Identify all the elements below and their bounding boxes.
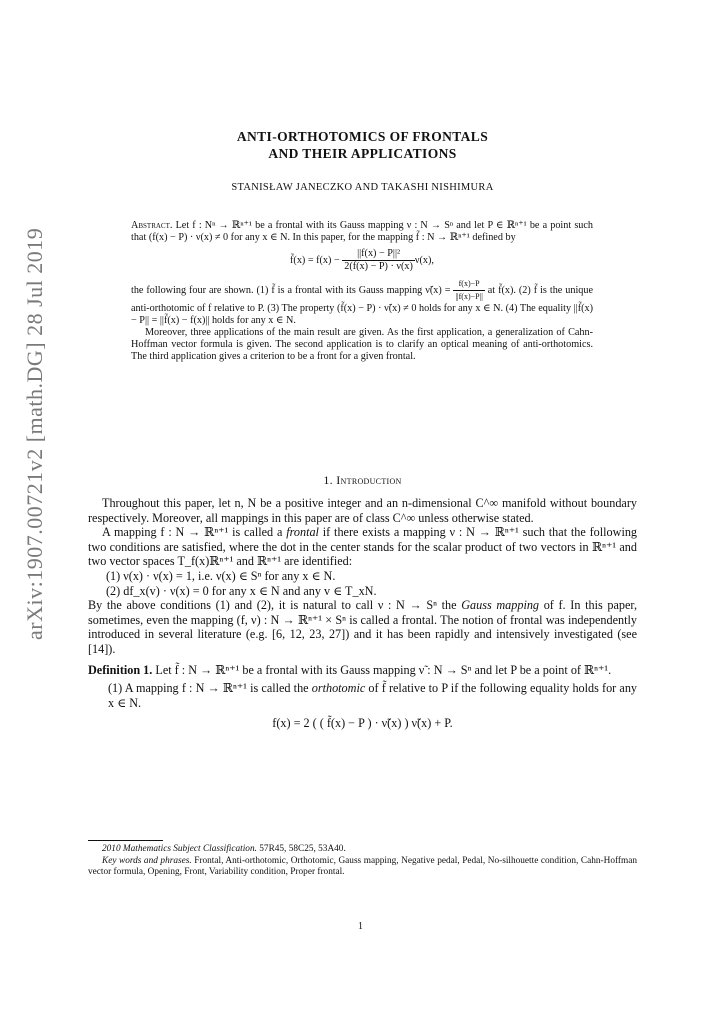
abstract-paragraph-3: Moreover, three applications of the main result are given. As the first application, a generalization of Cahn-Hoffman vector formula is given. The second application is to clarify an optical meaning of anti-orthotomics. The third application gives a criterion to be a front for a given frontal. <box>131 327 593 362</box>
section-heading: 1. Introduction <box>323 473 402 487</box>
body-text <box>88 496 637 735</box>
abstract-label: Abstract. <box>131 220 173 231</box>
orthotomic-equation: f(x) = 2 ( ( f̃(x) − P ) · ν̃(x) ) ν̃(x) + P. <box>272 716 453 731</box>
footnote <box>88 844 637 879</box>
title-line-1: ANTI-ORTHOTOMICS OF FRONTALS <box>236 129 489 144</box>
condition-2: (2) df_x(v) · ν(x) = 0 for any x ∈ N and any v ∈ T_xN. <box>106 583 377 598</box>
title-line-2: AND THEIR APPLICATIONS <box>268 146 457 161</box>
body-paragraph-2: A mapping f : N → ℝⁿ⁺¹ is called a frontal if there exists a mapping ν : N → ℝⁿ⁺¹ such that the following two conditions are satisfied, where the dot in the center stands for the scalar product of two vectors in ℝⁿ⁺¹ and two vector spaces T_f(x)ℝⁿ⁺¹ and ℝⁿ⁺¹ are identified: <box>88 525 638 569</box>
condition-1: (1) ν(x) · ν(x) = 1, i.e. ν(x) ∈ Sⁿ for any x ∈ N. <box>106 568 336 583</box>
arxiv-stamp: arXiv:1907.00721v2 [math.DG] 28 Jul 2019 <box>22 227 47 640</box>
paper-authors: STANISŁAW JANECZKO AND TAKASHI NISHIMURA <box>231 182 494 193</box>
page-number: 1 <box>358 921 363 932</box>
equation-fraction: $\frac{\text{||f(x) − P||²}}{2(f(x) - P) \cdot \nu(x)}$ <box>344 248 413 272</box>
definition-label: Definition 1. <box>88 662 153 677</box>
definition-1: Definition 1. Let f̃ : N → ℝⁿ⁺¹ be a frontal with its Gauss mapping ν̃ : N → Sⁿ and let P be a point of ℝⁿ⁺¹. <box>88 662 612 677</box>
abstract-equation: f̃(x) = f(x) − $\frac{\text{||f(x) − P||²}}{2(f(x) - P) \cdot \nu(x)}$ ν(x), <box>290 248 434 272</box>
footnote-msc: 2010 Mathematics Subject Classification. 57R45, 58C25, 53A40. <box>102 844 346 854</box>
abstract-paragraph-2: the following four are shown. (1) f̃ is a frontal with its Gauss mapping ν̃(x) = $\frac{f(x)-P}{||f(x)-P||}$ at f̃(x). (2) f̃ is the unique anti-orthotomic of f relative to P. (3) The property (f̃(x) − P) · ν̃(x) ≠ 0 holds for any x ∈ N. (4) The equality ||f̃(x) − P|| = ||f̃(x) − f(x)|| holds for any x ∈ N. <box>131 279 594 326</box>
abstract <box>131 220 593 363</box>
gauss-fraction: $\frac{f(x)-P}{||f(x)-P||}$ <box>455 279 483 301</box>
definition-item-1: (1) A mapping f : N → ℝⁿ⁺¹ is called the orthotomic of f̃ relative to P if the following equality holds for any x ∈ N. <box>108 681 638 710</box>
paper-title <box>88 128 637 162</box>
footnote-keywords: Key words and phrases. Frontal, Anti-orthotomic, Orthotomic, Gauss mapping, Negative pedal, Pedal, No-silhouette condition, Cahn-Hoffman vector formula, Opening, Front, Variability condition, Proper frontal. <box>88 855 637 877</box>
body-paragraph-1: Throughout this paper, let n, N be a positive integer and an n-dimensional C^∞ manifold without boundary respectively. Moreover, all mappings in this paper are of class C^∞ unless otherwise stated. <box>88 496 637 525</box>
footnote-rule <box>88 840 163 841</box>
body-paragraph-3: By the above conditions (1) and (2), it is natural to call ν : N → Sⁿ the Gauss mapping of f. In this paper, sometimes, even the mapping (f, ν) : N → ℝⁿ⁺¹ × Sⁿ is called a frontal. The notion of frontal was independently introduced in several literature (e.g. [6, 12, 23, 27]) and it has been rapidly and intensively investigated (see [14]). <box>88 598 637 656</box>
abstract-paragraph-1: Abstract. Let f : Nⁿ → ℝⁿ⁺¹ be a frontal with its Gauss mapping ν : N → Sⁿ and let P ∈ ℝⁿ⁺¹ be a point such that (f(x) − P) · ν(x) ≠ 0 for any x ∈ N. In this paper, for the mapping f̃ : N → ℝⁿ⁺¹ defined by <box>131 220 593 243</box>
